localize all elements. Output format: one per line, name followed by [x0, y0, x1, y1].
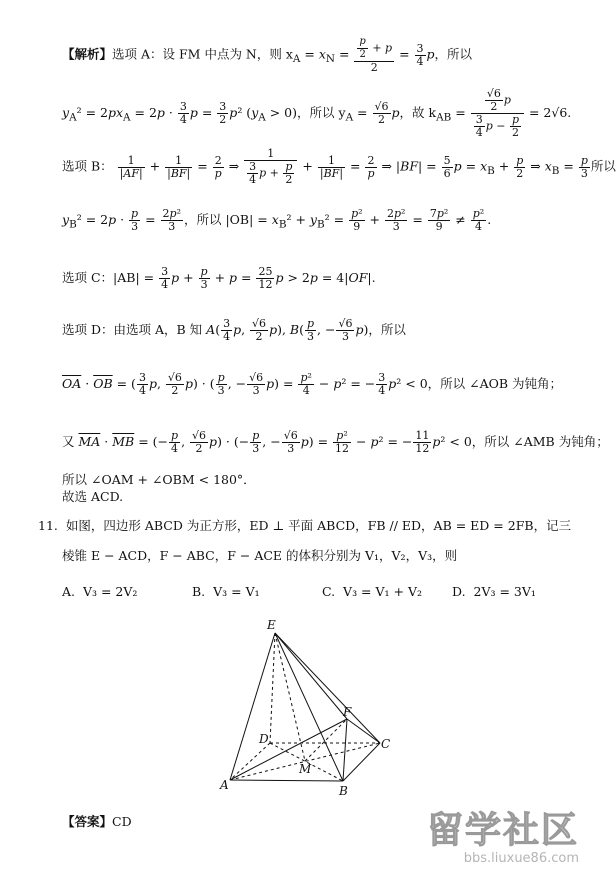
label-e: E [267, 618, 276, 632]
analysis-optB-line: 选项 B： $\frac{1}{|AF|}$ + $\frac{1}{|BF|}$ = $\frac{2}{p}$ ⇒ 1 $\frac{3}{4}$ p + $\frac{p}{2}$ + $\frac{1}{|BF|}$ = $\frac{2}{p}$ ⇒ |BF| = $\frac{5}{6}$ $p = x_B$ + $\frac{p}{2}$ ⇒ $x_B$ = $\frac{p}{3}$ 所以 [62, 147, 616, 186]
ma-tail: ，所以 ∠AMB 为钝角； [471, 434, 609, 449]
optC-label: 选项 C： [62, 270, 114, 285]
again-word: 又 [62, 434, 75, 449]
optB-line2-text: ，所以 |OB| = [183, 212, 268, 227]
analysis-sum-line: 所以 ∠OAM + ∠OBM < 180°． [62, 472, 256, 487]
analysis-optC-line: 选项 C：|AB| = $\frac{3}{4}$ p + $\frac{p}{3}$ + p = $\frac{25}{12}$ p > 2p = 4|OF|. [62, 265, 376, 291]
analysis-conclusion: 故选 ACD. [62, 489, 124, 504]
optA-line2-text: ，所以 y [297, 105, 346, 120]
option-d: D. 2V₃ = 3V₁ [452, 584, 536, 599]
question-11-line1 [38, 518, 571, 534]
analysis-tag: 【解析】 [62, 46, 113, 62]
optA-line2-tail: ，故 k [399, 105, 437, 120]
analysis-optA-line2: $y_A^2 = 2px_A = 2p$ · $\frac{3}{4}$ p = $\frac{3}{2}$ p² $(y_A > 0)$，所以 $y_A$ = $\frac{√6}{2}$ p，故 $k_{AB}$ = $\frac{√6}{2}$ p $\frac{3}{4}$ p − $\frac{p}{2}$ = 2√6. [62, 87, 572, 139]
optD-label: 选项 D： [62, 322, 114, 337]
label-a: A [220, 778, 229, 792]
optB-tail: 所以 [590, 158, 616, 174]
question-text-1: 如图，四边形 ABCD 为正方形，ED ⊥ 平面 ABCD，FB // ED，AB = ED = 2FB，记三 [65, 518, 572, 533]
analysis-dot-line: $\overline{OA} \cdot \overline{OB}$ = ( $\frac{3}{4}$ p, $\frac{√6}{2}$ p) · ( $\frac{p}{3}$ , − $\frac{√6}{3}$ p) = $\frac{\text{p²}}{4}$ − p² = − $\frac{3}{4}$ p² < 0，所以 ∠AOB 为钝角； [62, 371, 563, 397]
dot-tail: ，所以 ∠AOB 为钝角； [427, 376, 563, 391]
analysis-optD-line: 选项 D：由选项 A，B 知 A( $\frac{3}{4}$ p, $\frac{√6}{2}$ p), B( $\frac{p}{3}$ , − $\frac{√6}{3}$ p)，所以 [62, 317, 406, 343]
optC-text: |AB| = [113, 270, 159, 285]
option-a: A. V₃ = 2V₂ [62, 584, 138, 599]
label-m: M [299, 762, 312, 776]
optD-so: ，所以 [368, 322, 406, 337]
label-f: F [343, 705, 352, 719]
analysis-optB-line2: $y_B^2 = 2p$ · $\frac{p}{3}$ = $\frac{\text{2p²}}{3}$ ，所以 $|OB| = x_B^2 + y_B^2$ = $\frac{\text{p²}}{9}$ + $\frac{\text{2p²}}{3}$ = $\frac{\text{7p²}}{9}$ ≠ $\frac{\text{p²}}{4}$ . [62, 207, 492, 233]
answer-value: CD [112, 814, 132, 829]
geometry-figure [215, 615, 405, 800]
label-c: C [381, 737, 391, 751]
answer-line [62, 812, 132, 830]
optB-label: 选项 B： [62, 158, 113, 174]
question-number: 11. [38, 518, 58, 533]
optA-so: ，所以 [434, 46, 473, 62]
question-11-line2: 棱锥 E − ACD，F − ABC，F − ACE 的体积分别为 V₁，V₂，V₃，则 [62, 548, 458, 563]
answer-tag: 【答案】 [62, 814, 113, 829]
watermark-url: bbs.liuxue86.com [463, 851, 579, 866]
watermark-brand: 留学社区 [426, 810, 579, 851]
label-b: B [339, 784, 348, 798]
optA-label: 选项 A： [112, 46, 163, 62]
optD-text: 由选项 A，B 知 [113, 322, 203, 337]
label-d: D [259, 732, 269, 746]
watermark [427, 811, 579, 866]
option-c: C. V₃ = V₁ + V₂ [322, 584, 423, 599]
analysis-ma-line: 又 $\overline{MA} \cdot \overline{MB}$ = (− $\frac{p}{4}$ , $\frac{√6}{2}$ p) · (− $\frac{p}{3}$ , − $\frac{√6}{3}$ p) = $\frac{\text{p²}}{12}$ − p² = − $\frac{11}{12}$ p² < 0，所以 ∠AMB 为钝角； [62, 429, 609, 455]
analysis-optA-line: 【解析】选项 A：设 FM 中点为 N，则 $x_A = x_N$ = $\frac{p}{2}$ + p 2 = $\frac{3}{4}$ p，所以 [62, 36, 473, 74]
optA-text: 设 FM 中点为 N，则 x [162, 46, 293, 62]
option-b: B. V₃ = V₁ [192, 584, 260, 599]
